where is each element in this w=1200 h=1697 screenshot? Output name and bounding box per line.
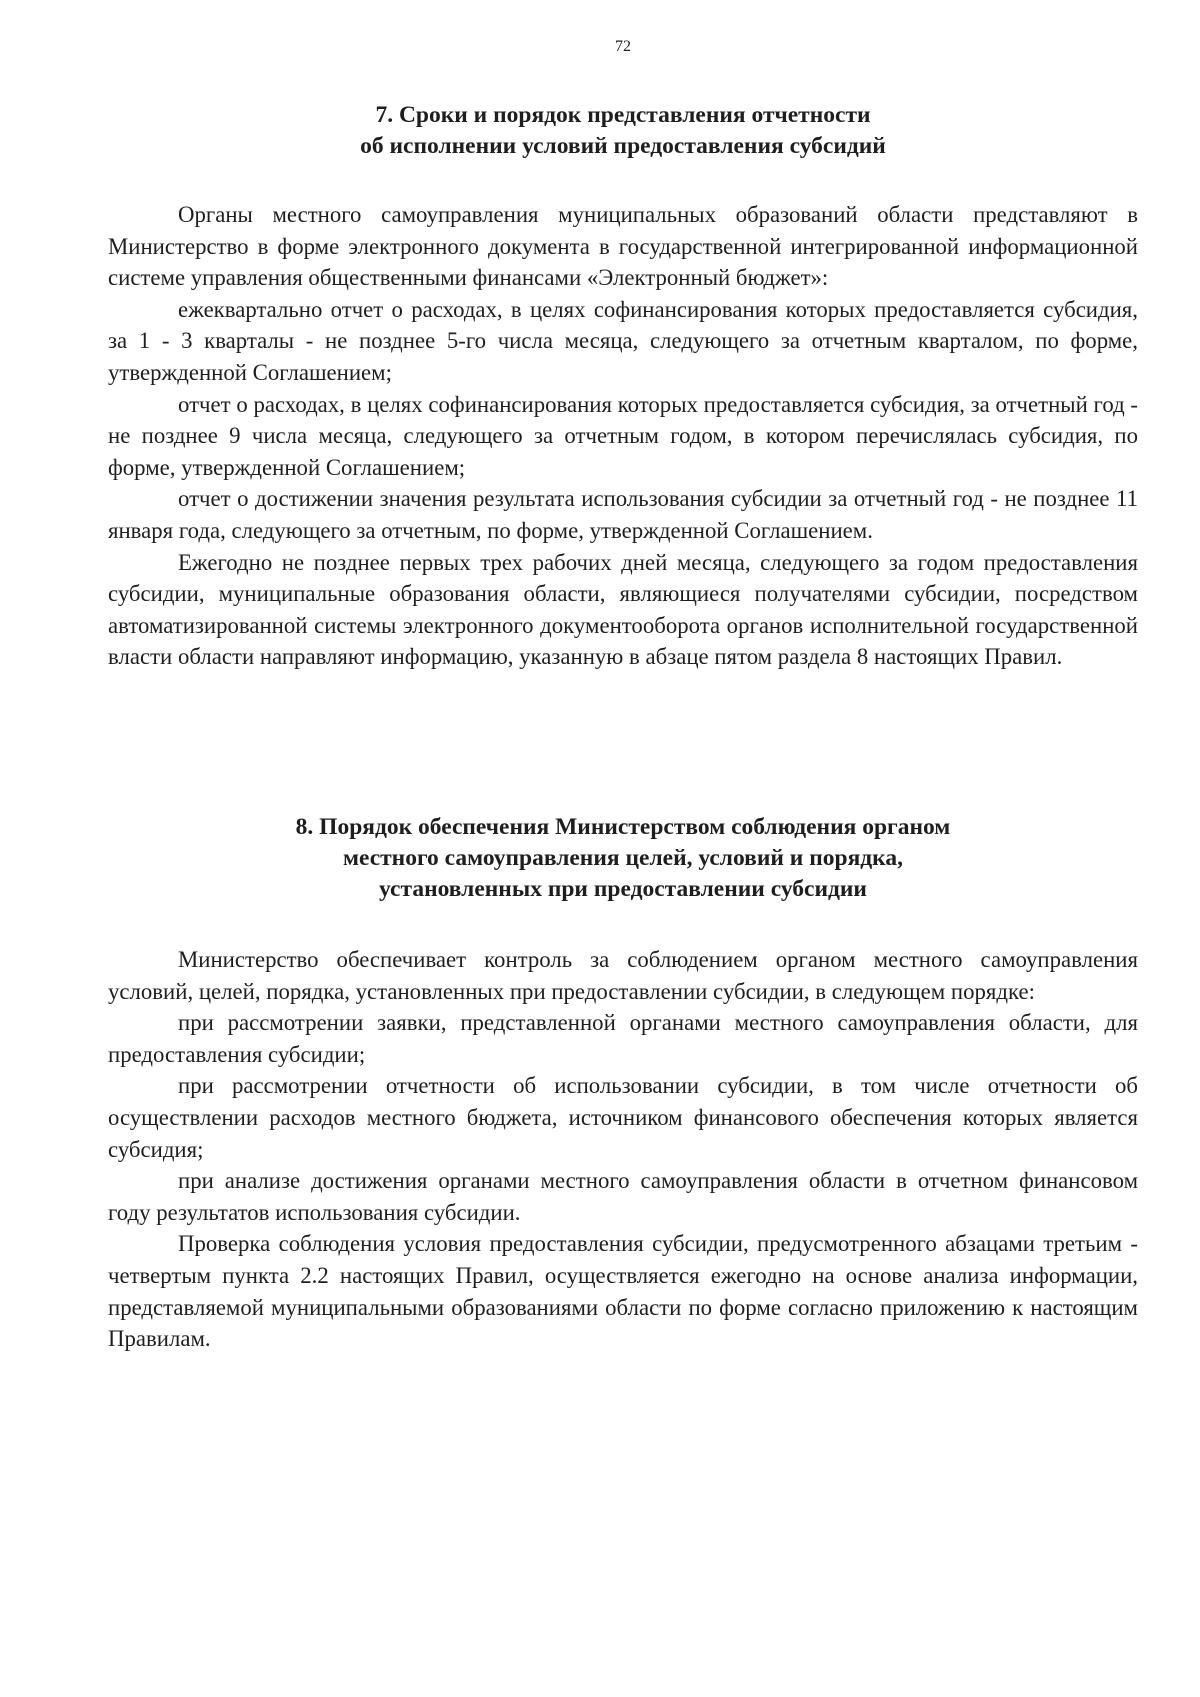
section-8-paragraph-1: Министерство обеспечивает контроль за соблюдением органом местного самоуправления условий, целей, порядка, установленных при предоставлении субсидии, в следующем порядке: <box>108 947 1138 1004</box>
section-7-paragraph-3: отчет о расходах, в целях софинансирования которых предоставляется субсидия, за отчетный год - не позднее 9 числа месяца, следующего за отчетным годом, в котором перечислялась субсидия, по форме, утвержденной Соглашением; <box>108 391 1138 480</box>
section-8-title-line-1: 8. Порядок обеспечения Министерством соблюдения органом <box>295 814 951 840</box>
section-7-title-line-2: об исполнении условий предоставления субсидий <box>360 133 886 159</box>
section-7-paragraph-4: отчет о достижении значения результата использования субсидии за отчетный год - не позднее 11 января года, следующего за отчетным, по форме, утвержденной Соглашением. <box>108 486 1138 543</box>
section-7-title <box>108 100 1138 162</box>
section-7-body <box>108 199 1138 673</box>
section-8-body <box>108 944 1138 1355</box>
section-7-paragraph-2: ежеквартально отчет о расходах, в целях софинансирования которых предоставляется субсидия, за 1 - 3 кварталы - не позднее 5-го числа месяца, следующего за отчетным кварталом, по форме, утвержденной Соглашением; <box>108 296 1138 385</box>
section-8-title-line-3: установленных при предоставлении субсидии <box>379 876 867 902</box>
section-8-title <box>108 812 1138 905</box>
section-7-paragraph-5: Ежегодно не позднее первых трех рабочих дней месяца, следующего за годом предоставления субсидии, муниципальные образования области, являющиеся получателями субсидии, посредством автоматизированной системы электронного документооборота органов исполнительной государственной власти области направляют информацию, указанную в абзаце пятом раздела 8 настоящих Правил. <box>108 549 1138 670</box>
section-7-paragraph-1: Органы местного самоуправления муниципальных образований области представляют в Министерство в форме электронного документа в государственной интегрированной информационной системе управления общественными финансами «Электронный бюджет»: <box>108 202 1138 291</box>
section-8-title-line-2: местного самоуправления целей, условий и порядка, <box>342 845 903 871</box>
section-8-paragraph-5: Проверка соблюдения условия предоставления субсидии, предусмотренного абзацами третьим - четвертым пункта 2.2 настоящих Правил, осуществляется ежегодно на основе анализа информации, представляемой муниципальными образованиями области по форме согласно приложению к настоящим Правилам. <box>108 1231 1138 1352</box>
section-8-paragraph-3: при рассмотрении отчетности об использовании субсидии, в том числе отчетности об осуществлении расходов местного бюджета, источником финансового обеспечения которых является субсидия; <box>108 1073 1138 1162</box>
section-8-paragraph-4: при анализе достижения органами местного самоуправления области в отчетном финансовом году результатов использования субсидии. <box>108 1168 1138 1225</box>
section-7-title-line-1: 7. Сроки и порядок представления отчетности <box>375 102 871 128</box>
section-8-paragraph-2: при рассмотрении заявки, представленной органами местного самоуправления области, для предоставления субсидии; <box>108 1010 1138 1067</box>
page-number: 72 <box>615 38 631 55</box>
